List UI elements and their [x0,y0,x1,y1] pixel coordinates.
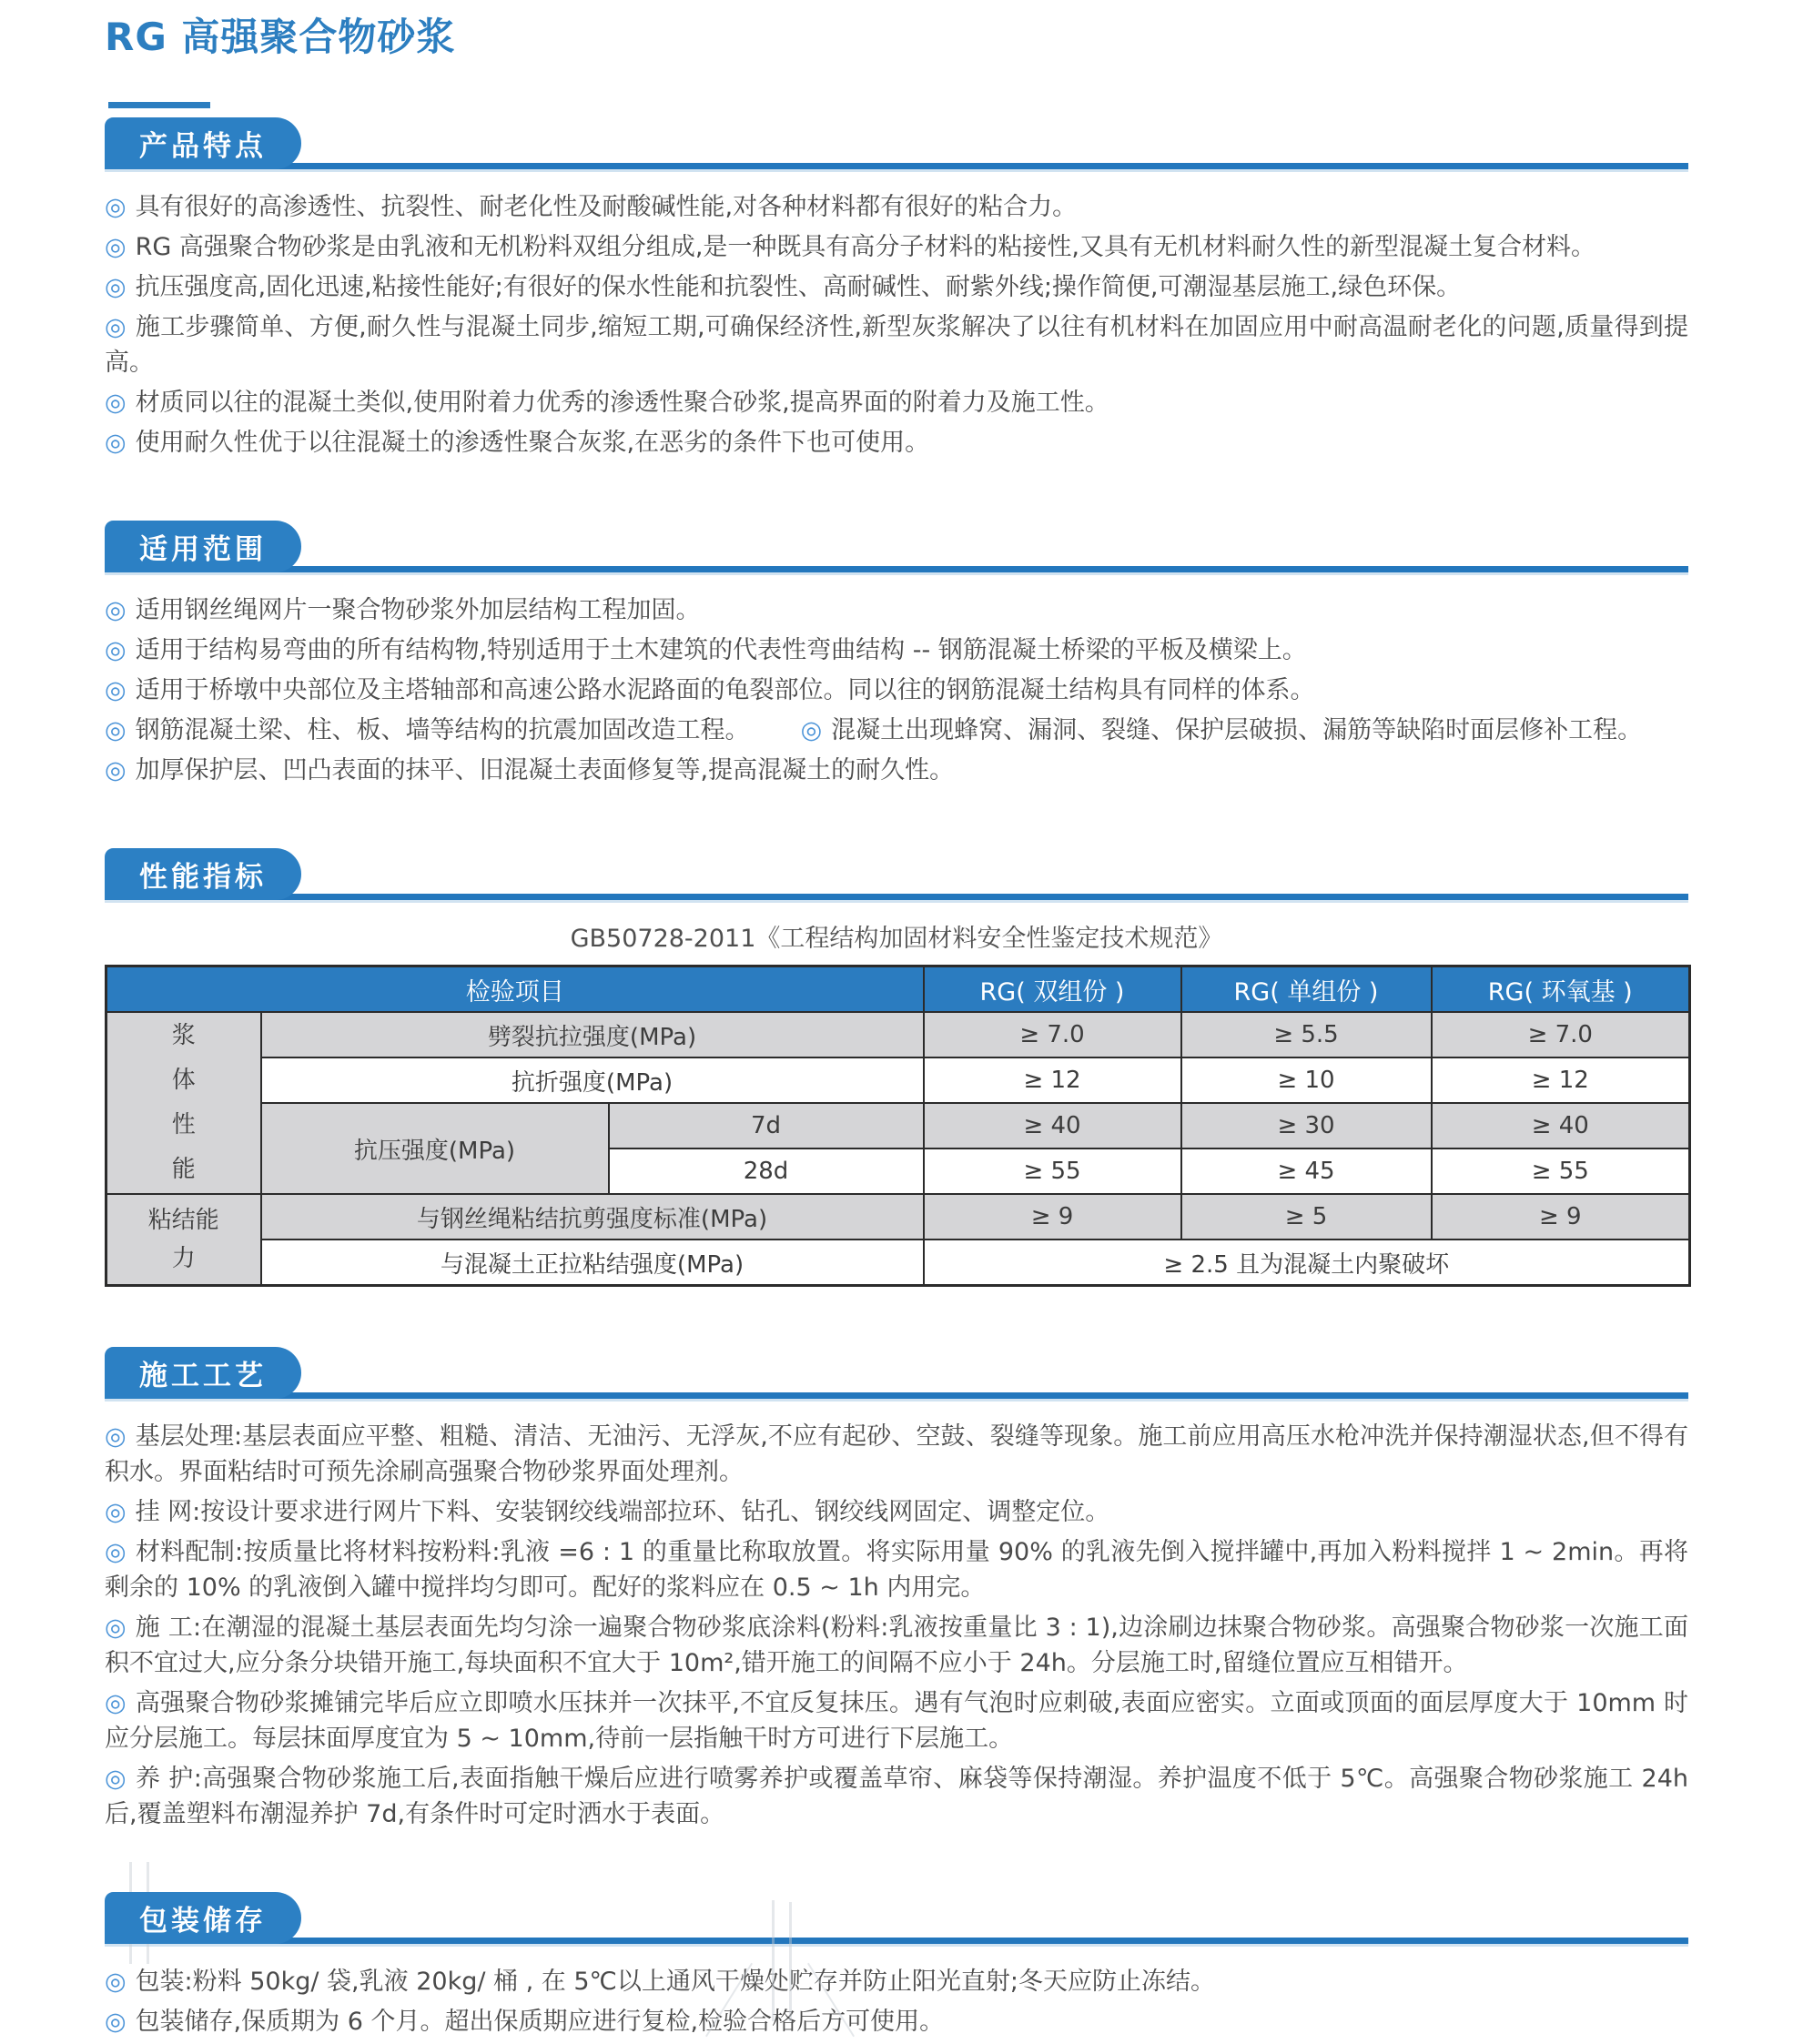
list-item-text: 具有很好的高渗透性、抗裂性、耐老化性及耐酸碱性能,对各种材料都有很好的粘合力。 [135,193,1078,221]
bullet-icon: ◎ [105,716,127,744]
section-rule [105,163,1688,169]
section-scope [105,521,1688,788]
list-item [105,269,1688,305]
section-packaging [105,1892,1688,2039]
table-row [106,1103,1690,1148]
section-heading-label: 产品特点 [139,130,267,163]
bullet-icon: ◎ [105,676,127,704]
list-item [105,1685,1688,1756]
table-cell: ≥ 10 [1181,1057,1432,1103]
list-item-text: 挂 网:按设计要求进行网片下料、安装钢绞线端部拉环、钻孔、钢绞线网固定、调整定位。 [135,1498,1110,1526]
bullet-icon: ◎ [105,389,127,417]
table-cell: ≥ 55 [924,1148,1181,1194]
list-item [105,1419,1688,1490]
list-item [105,385,1688,420]
bullet-icon: ◎ [105,1968,127,1996]
table-row [106,1012,1690,1057]
list-item-text: 包装储存,保质期为 6 个月。超出保质期应进行复检,检验合格后方可使用。 [135,2008,945,2036]
title-underline [108,102,210,108]
bullet-icon: ◎ [105,1538,127,1566]
section-heading-label: 性能指标 [139,861,267,894]
features-list [105,189,1688,460]
section-process [105,1347,1688,1832]
bullet-icon: ◎ [800,716,823,744]
list-item [105,1761,1688,1832]
table-cell: ≥ 55 [1432,1148,1690,1194]
table-header-rg1: RG( 单组份 ) [1181,966,1432,1013]
performance-table [105,965,1691,1287]
list-item [105,1494,1688,1530]
bullet-icon: ◎ [105,313,127,341]
table-header-row [106,966,1690,1013]
bullet-icon: ◎ [105,233,127,261]
table-row [106,1057,1690,1103]
list-item [105,309,1688,380]
scope-list [105,592,1688,788]
table-header-rge: RG( 环氧基 ) [1432,966,1690,1013]
table-cell: ≥ 45 [1181,1148,1432,1194]
list-item-text: 适用钢丝绳网片一聚合物砂浆外加层结构工程加固。 [135,596,701,624]
list-item-text: 基层处理:基层表面应平整、粗糙、清洁、无油污、无浮灰,不应有起砂、空鼓、裂缝等现象。施工前应用高压水枪冲洗并保持潮湿状态,但不得有积水。界面粘结时可预先涂刷高强聚合物砂浆界面处理剂。 [105,1422,1688,1486]
row-name-compressive: 抗压强度(MPa) [261,1103,609,1194]
list-item-text: 适用于桥墩中央部位及主塔轴部和高速公路水泥路面的龟裂部位。同以往的钢筋混凝土结构具有同样的体系。 [135,676,1315,704]
table-row [106,1240,1690,1286]
table-cell: ≥ 30 [1181,1103,1432,1148]
process-list [105,1419,1688,1832]
list-item [105,425,1688,460]
bullet-icon: ◎ [105,1498,127,1526]
watermark-line [789,1902,792,2021]
list-item [105,1964,1688,1999]
list-item [105,632,1688,668]
section-heading-tab [105,848,301,900]
row-group-label: 粘结能力 [147,1207,219,1272]
table-cell: ≥ 5 [1181,1194,1432,1240]
list-item [105,592,1688,628]
list-item [105,753,1688,788]
merged-value-cell: ≥ 2.5 且为混凝土内聚破坏 [924,1240,1690,1286]
list-item-text: 使用耐久性优于以往混凝土的渗透性聚合灰浆,在恶劣的条件下也可使用。 [135,429,930,457]
section-rule [105,1392,1688,1399]
bullet-icon: ◎ [105,429,127,457]
bullet-icon: ◎ [105,1614,127,1642]
list-item-double [105,713,1688,748]
list-item-text: 材料配制:按质量比将材料按粉料:乳液 =6 : 1 的重量比称取放置。将实际用量 90% 的乳液先倒入搅拌罐中,再加入粉料搅拌 1 ~ 2min。再将剩余的 10% 的乳液倒入罐中搅拌均匀即可。配好的浆料应在 0.5 ~ 1h 内用完。 [105,1538,1689,1602]
table-cell: ≥ 12 [1432,1057,1690,1103]
table-cell: ≥ 5.5 [1181,1012,1432,1057]
section-heading-label: 包装储存 [139,1905,267,1938]
list-item-text: RG 高强聚合物砂浆是由乳液和无机粉料双组分组成,是一种既具有高分子材料的粘接性,又具有无机材料耐久性的新型混凝土复合材料。 [135,233,1595,261]
section-header [105,848,1688,900]
bullet-icon: ◎ [105,756,127,784]
bullet-icon: ◎ [105,1689,127,1717]
list-item [105,673,1688,708]
list-item [105,229,1688,265]
table-cell: ≥ 40 [1432,1103,1690,1148]
list-item-text: 包装:粉料 50kg/ 袋,乳液 20kg/ 桶 , 在 5℃以上通风干燥处贮存并防止阳光直射;冬天应防止冻结。 [135,1968,1215,1996]
bullet-icon: ◎ [105,193,127,221]
row-name: 与钢丝绳粘结抗剪强度标准(MPa) [261,1194,924,1240]
row-group-slurry [106,1012,261,1194]
section-header [105,1892,1688,1944]
row-name: 劈裂抗拉强度(MPa) [261,1012,924,1057]
list-item-text: 钢筋混凝土梁、柱、板、墙等结构的抗震加固改造工程。 [135,716,750,744]
section-rule [105,566,1688,572]
list-item-text: 施工步骤简单、方便,耐久性与混凝土同步,缩短工期,可确保经济性,新型灰浆解决了以往有机材料在加固应用中耐高温耐老化的问题,质量得到提高。 [105,313,1688,377]
list-item-text: 施 工:在潮湿的混凝土基层表面先均匀涂一遍聚合物砂浆底涂料(粉料:乳液按重量比 3 : 1),边涂刷边抹聚合物砂浆。高强聚合物砂浆一次施工面积不宜过大,应分条分块错开施工,每块面积不宜大于 10m²,错开施工的间隔不应小于 24h。分层施工时,留缝位置应互相错开。 [105,1614,1689,1677]
page-title: RG 高强聚合物砂浆 [105,15,456,59]
table-header-item: 检验项目 [106,966,924,1013]
table-caption: GB50728-2011《工程结构加固材料安全性鉴定技术规范》 [570,925,1223,953]
table-cell: ≥ 7.0 [1432,1012,1690,1057]
section-header [105,117,1688,169]
bullet-icon: ◎ [105,1765,127,1793]
row-name: 抗折强度(MPa) [261,1057,924,1103]
row-group-label: 浆体性能 [171,1022,196,1183]
section-features [105,117,1688,460]
list-item-text: 材质同以往的混凝土类似,使用附着力优秀的渗透性聚合砂浆,提高界面的附着力及施工性。 [135,389,1109,417]
section-heading-tab [105,521,301,572]
bullet-icon: ◎ [105,2008,127,2036]
table-header-rg2: RG( 双组份 ) [924,966,1181,1013]
bullet-icon: ◎ [105,273,127,301]
list-item [105,189,1688,225]
list-item-text: 养 护:高强聚合物砂浆施工后,表面指触干燥后应进行喷雾养护或覆盖草帘、麻袋等保持潮湿。养护温度不低于 5℃。高强聚合物砂浆施工 24h 后,覆盖塑料布潮湿养护 7d,有条件时可定时洒水于表面。 [105,1765,1688,1828]
table-cell: ≥ 40 [924,1103,1181,1148]
list-item [105,2004,1688,2039]
list-item-text: 高强聚合物砂浆摊铺完毕后应立即喷水压抹并一次抹平,不宜反复抹压。遇有气泡时应刺破,表面应密实。立面或顶面的面层厚度大于 10mm 时应分层施工。每层抹面厚度宜为 5 ~ 10mm,待前一层指触干时方可进行下层施工。 [105,1689,1688,1753]
list-item [105,1534,1688,1605]
row-name: 与混凝土正拉粘结强度(MPa) [261,1240,924,1286]
section-performance [105,848,1688,1287]
table-row [106,1194,1690,1240]
section-header [105,1347,1688,1399]
list-item-text: 加厚保护层、凹凸表面的抹平、旧混凝土表面修复等,提高混凝土的耐久性。 [135,756,955,784]
section-rule [105,894,1688,900]
table-cell: ≥ 12 [924,1057,1181,1103]
list-item-text: 适用于结构易弯曲的所有结构物,特别适用于土木建筑的代表性弯曲结构 -- 钢筋混凝土桥梁的平板及横梁上。 [135,636,1307,664]
section-rule [105,1938,1688,1944]
section-heading-label: 施工工艺 [139,1360,267,1392]
watermark-line [772,1900,775,2021]
bullet-icon: ◎ [105,636,127,664]
list-item-text: 混凝土出现蜂窝、漏洞、裂缝、保护层破损、漏筋等缺陷时面层修补工程。 [831,716,1643,744]
list-item [105,1610,1688,1681]
age-cell: 7d [609,1103,924,1148]
list-item-text: 抗压强度高,固化迅速,粘接性能好;有很好的保水性能和抗裂性、高耐碱性、耐紫外线;操作简便,可潮湿基层施工,绿色环保。 [135,273,1462,301]
row-group-bond [106,1194,261,1286]
table-cell: ≥ 9 [924,1194,1181,1240]
packaging-list [105,1964,1688,2039]
age-cell: 28d [609,1148,924,1194]
section-heading-tab [105,117,301,169]
section-header [105,521,1688,572]
table-cell: ≥ 7.0 [924,1012,1181,1057]
bullet-icon: ◎ [105,1422,127,1451]
section-heading-label: 适用范围 [139,533,267,566]
section-heading-tab [105,1892,301,1944]
table-cell: ≥ 9 [1432,1194,1690,1240]
bullet-icon: ◎ [105,596,127,624]
section-heading-tab [105,1347,301,1399]
